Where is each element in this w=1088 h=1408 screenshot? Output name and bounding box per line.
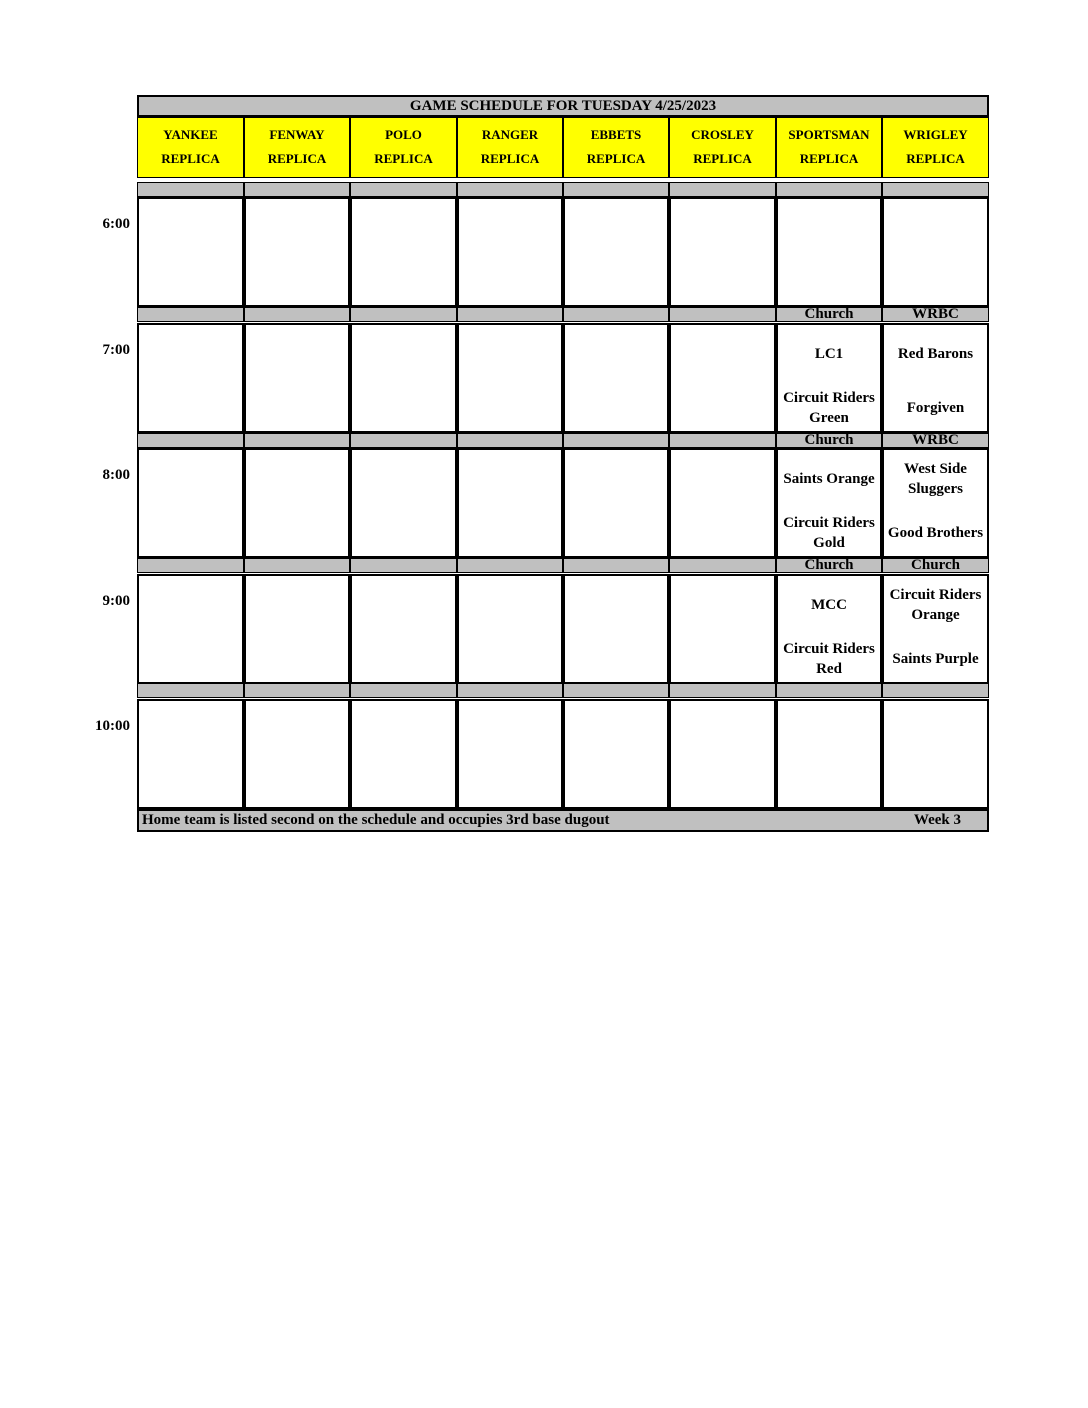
schedule-title: GAME SCHEDULE FOR TUESDAY 4/25/2023 <box>137 95 989 117</box>
field-header <box>669 117 776 178</box>
schedule-table <box>137 95 989 832</box>
field-header <box>137 117 244 178</box>
field-subtitle: REPLICA <box>480 151 540 166</box>
game-slot <box>563 574 669 684</box>
field-subtitle: REPLICA <box>267 151 327 166</box>
field-subtitle: REPLICA <box>799 151 859 166</box>
game-slot <box>137 197 244 307</box>
sponsor-bar <box>244 182 350 197</box>
time-label: 10:00 <box>95 718 130 734</box>
game-slot <box>669 197 776 307</box>
game-slot <box>457 574 563 684</box>
field-header <box>350 117 457 178</box>
home-team: Forgiven <box>906 400 965 416</box>
field-subtitle: REPLICA <box>161 151 220 166</box>
sponsor-bar <box>137 182 244 197</box>
sponsor-bar <box>563 558 669 573</box>
sponsor-bar <box>137 307 244 322</box>
sponsor-bar <box>457 683 563 698</box>
game-slot <box>457 323 563 433</box>
sponsor-bar <box>457 433 563 448</box>
sponsor-bar: WRBC <box>882 307 989 322</box>
field-subtitle: REPLICA <box>693 151 752 166</box>
game-slot <box>669 574 776 684</box>
game-slot <box>350 197 457 307</box>
sponsor-bar <box>776 182 882 197</box>
visiting-team: Saints Orange <box>783 471 875 487</box>
sponsor-bar <box>244 683 350 698</box>
game-slot <box>882 323 989 433</box>
game-slot <box>669 323 776 433</box>
visiting-team: Circuit Riders Orange <box>889 587 982 623</box>
sponsor-bar <box>350 307 457 322</box>
sponsor-bar <box>244 558 350 573</box>
home-team: Circuit Riders Gold <box>783 515 875 551</box>
field-subtitle: REPLICA <box>374 151 433 166</box>
sponsor-bar <box>882 182 989 197</box>
sponsor-bar <box>882 683 989 698</box>
game-slot <box>882 197 989 307</box>
game-slot <box>882 574 989 684</box>
sponsor-bar <box>563 182 669 197</box>
game-slot <box>776 574 882 684</box>
game-slot <box>244 323 350 433</box>
sponsor-bar <box>563 433 669 448</box>
sponsor-bar: Church <box>776 558 882 573</box>
sponsor-bar <box>244 433 350 448</box>
field-header <box>776 117 882 178</box>
game-slot <box>563 448 669 558</box>
visiting-team: Red Barons <box>897 346 974 362</box>
sponsor-bar <box>350 433 457 448</box>
home-team: Saints Purple <box>892 651 979 667</box>
field-header <box>457 117 563 178</box>
field-name: SPORTSMAN <box>788 127 870 142</box>
week-label: Week 3 <box>913 812 961 828</box>
game-slot <box>244 448 350 558</box>
sponsor-bar <box>563 307 669 322</box>
game-slot <box>563 323 669 433</box>
game-slot <box>350 574 457 684</box>
game-slot <box>882 448 989 558</box>
game-slot <box>244 197 350 307</box>
sponsor-bar <box>669 683 776 698</box>
game-slot <box>350 448 457 558</box>
schedule-footer <box>137 809 989 832</box>
field-header <box>244 117 350 178</box>
game-slot <box>563 699 669 809</box>
sponsor-bar <box>776 683 882 698</box>
home-team: Circuit Riders Green <box>783 390 875 426</box>
game-slot <box>776 323 882 433</box>
time-label: 7:00 <box>102 342 130 358</box>
game-slot <box>457 448 563 558</box>
time-label: 9:00 <box>102 593 130 609</box>
game-slot <box>776 699 882 809</box>
game-slot <box>350 323 457 433</box>
visiting-team: LC1 <box>814 346 844 362</box>
game-slot <box>350 699 457 809</box>
sponsor-bar: Church <box>882 558 989 573</box>
field-name: RANGER <box>481 127 539 142</box>
game-slot <box>137 323 244 433</box>
sponsor-bar <box>350 683 457 698</box>
sponsor-bar <box>457 182 563 197</box>
game-slot <box>669 448 776 558</box>
game-slot <box>244 699 350 809</box>
field-subtitle: REPLICA <box>586 151 646 166</box>
time-label: 6:00 <box>102 216 130 232</box>
sponsor-bar: Church <box>776 433 882 448</box>
sponsor-bar <box>350 182 457 197</box>
sponsor-bar <box>457 307 563 322</box>
sponsor-bar <box>457 558 563 573</box>
game-slot <box>776 448 882 558</box>
sponsor-bar <box>669 182 776 197</box>
sponsor-bar: WRBC <box>882 433 989 448</box>
visiting-team: West Side Sluggers <box>904 461 967 497</box>
game-slot <box>457 699 563 809</box>
sponsor-bar <box>244 307 350 322</box>
sponsor-bar <box>669 558 776 573</box>
field-subtitle: REPLICA <box>906 151 965 166</box>
game-slot <box>137 448 244 558</box>
field-header <box>882 117 989 178</box>
field-name: EBBETS <box>590 127 642 142</box>
game-slot <box>457 197 563 307</box>
sponsor-bar <box>350 558 457 573</box>
field-name: CROSLEY <box>691 127 754 142</box>
sponsor-bar <box>137 433 244 448</box>
field-header <box>563 117 669 178</box>
game-slot <box>137 699 244 809</box>
game-slot <box>563 197 669 307</box>
game-slot <box>882 699 989 809</box>
home-team: Circuit Riders Red <box>783 641 875 677</box>
sponsor-bar <box>563 683 669 698</box>
field-name: WRIGLEY <box>903 127 968 142</box>
game-slot <box>776 197 882 307</box>
time-label: 8:00 <box>102 467 130 483</box>
field-name: YANKEE <box>163 127 218 142</box>
home-team: Good Brothers <box>887 525 984 541</box>
sponsor-bar: Church <box>776 307 882 322</box>
game-slot <box>244 574 350 684</box>
sponsor-bar <box>137 683 244 698</box>
sponsor-bar <box>137 558 244 573</box>
field-name: POLO <box>385 127 422 142</box>
visiting-team: MCC <box>811 597 847 613</box>
sponsor-bar <box>669 433 776 448</box>
game-slot <box>669 699 776 809</box>
game-slot <box>137 574 244 684</box>
home-team-note: Home team is listed second on the schedule and occupies 3rd base dugout <box>142 812 610 828</box>
sponsor-bar <box>669 307 776 322</box>
field-name: FENWAY <box>269 127 325 142</box>
